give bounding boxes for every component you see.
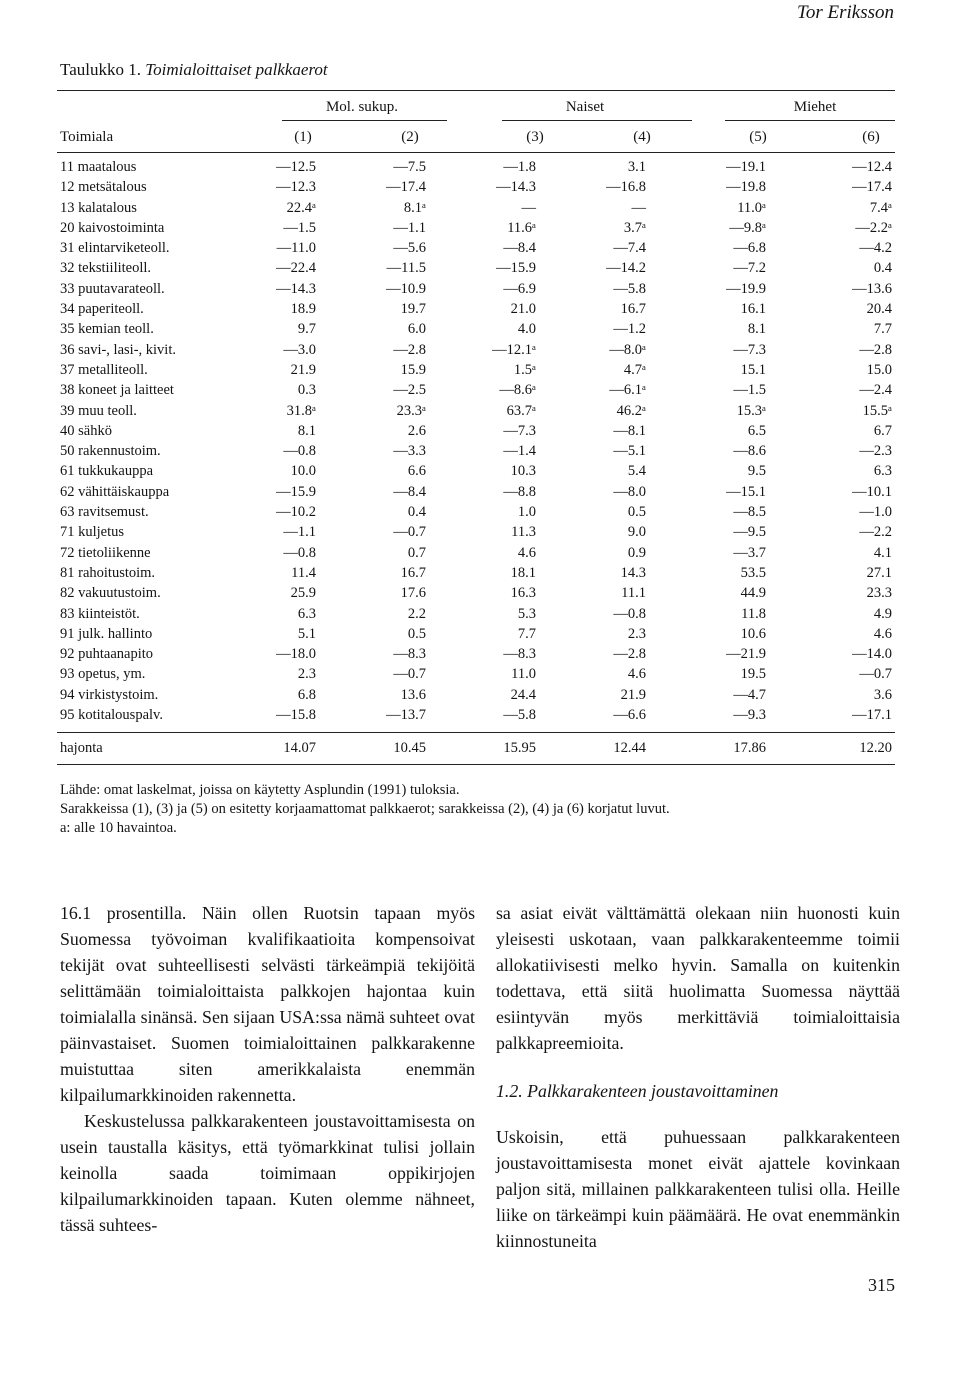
table-cell: —2.8 bbox=[393, 341, 426, 358]
table-cell: —8.3 bbox=[503, 646, 536, 663]
table-cell: 63.7ᵃ bbox=[506, 402, 536, 419]
table-cell: —16.8 bbox=[606, 179, 646, 196]
table-cell: 3.1 bbox=[627, 159, 646, 175]
table-cell: 11.8 bbox=[741, 605, 766, 622]
table-row bbox=[60, 177, 892, 197]
table-cell: 4.9 bbox=[873, 605, 892, 622]
table-cell: —0.8 bbox=[283, 544, 316, 561]
col-header-3: (3) bbox=[526, 129, 544, 145]
table-cell: —8.6ᵃ bbox=[499, 382, 536, 399]
table-cell: 13.6 bbox=[400, 686, 426, 703]
industry-label: 33 puutavarateoll. bbox=[60, 280, 165, 297]
table-cell: —15.9 bbox=[496, 260, 536, 277]
industry-label: 94 virkistystoim. bbox=[60, 686, 159, 703]
col-header-6: (6) bbox=[862, 129, 880, 145]
paragraph: Keskustelussa palkkarakenteen joustavoittamisesta on usein taustalla käsitys, että työmarkkinat tulisi jollain keinolla saada toimimaan oppikirjojen kilpailumarkkinoiden tapaan. Kuten olemme nähneet, tässä suhtees- bbox=[60, 1111, 475, 1235]
table-cell: 4.6 bbox=[627, 666, 646, 683]
table-row bbox=[60, 360, 892, 380]
table-cell: 2.6 bbox=[407, 422, 426, 439]
table-cell: 0.4 bbox=[407, 504, 426, 521]
table-cell: —0.8 bbox=[613, 605, 646, 622]
table-cell: —8.5 bbox=[733, 504, 766, 521]
table-row bbox=[60, 421, 892, 441]
table-cell: 15.5ᵃ bbox=[862, 402, 892, 419]
table-cell: —2.2 bbox=[859, 524, 892, 541]
table-notes bbox=[60, 781, 670, 838]
table-row bbox=[60, 157, 892, 177]
industry-label: 71 kuljetus bbox=[60, 524, 125, 541]
table-cell: 21.9 bbox=[290, 361, 316, 378]
table-cell: —14.3 bbox=[496, 179, 536, 196]
body-right-column bbox=[496, 900, 900, 1254]
table-cell: —17.4 bbox=[852, 179, 892, 196]
table-cell: —2.8 bbox=[613, 646, 646, 663]
summary-value: 15.95 bbox=[503, 740, 536, 756]
industry-label: 32 tekstiiliteoll. bbox=[60, 260, 152, 277]
table-cell: 16.3 bbox=[510, 585, 536, 602]
table-cell: —1.2 bbox=[613, 321, 646, 338]
table-cell: —6.9 bbox=[503, 280, 536, 297]
table-cell: —8.0ᵃ bbox=[609, 341, 646, 358]
table-cell: 11.0 bbox=[511, 666, 536, 683]
table-row bbox=[60, 441, 892, 461]
industry-label: 95 kotitalouspalv. bbox=[60, 707, 163, 724]
table-cell: 44.9 bbox=[740, 585, 766, 602]
table-cell: 8.1 bbox=[747, 321, 766, 338]
summary-value: 12.44 bbox=[613, 740, 646, 756]
table-cell: 15.0 bbox=[866, 361, 892, 378]
table-cell: 11.3 bbox=[511, 524, 536, 541]
paragraph: 16.1 prosentilla. Näin ollen Ruotsin tapaan myös Suomessa työvoiman kvalifikaatioita kompensoivat tekijät ovat suhteellisesti selvästi tärkeämpiä tekijöitä selittämään toimialoittaista palkkojen hajontaa kuin toimialalla sinänsä. Sen sijaan USA:ssa nämä suhteet ovat päinvastaiset. Suomen toimialoittainen palkkarakenne muistuttaa siten amerikkalaista enemmän kilpailumarkkinoiden rakennetta. bbox=[60, 903, 475, 1105]
note-columns: Sarakkeissa (1), (3) ja (5) on esitetty korjaamattomat palkkaerot; sarakkeissa (2), (4) ja (6) korjatut luvut. bbox=[60, 801, 670, 817]
table-row bbox=[60, 502, 892, 522]
col-header-5: (5) bbox=[749, 129, 767, 145]
table-row bbox=[60, 543, 892, 563]
table-cell: —2.4 bbox=[859, 382, 892, 399]
table-cell: —12.4 bbox=[852, 159, 892, 175]
industry-label: 82 vakuutustoim. bbox=[60, 585, 161, 602]
table-cell: 21.9 bbox=[620, 686, 646, 703]
table-cell: —7.3 bbox=[503, 422, 536, 439]
table-cell: 2.3 bbox=[297, 666, 316, 683]
note-source: Lähde: omat laskelmat, joissa on käytetty Asplundin (1991) tuloksia. bbox=[60, 782, 460, 798]
table-cell: 22.4ᵃ bbox=[286, 199, 316, 216]
table-cell: —12.3 bbox=[276, 179, 316, 196]
table-cell: 16.7 bbox=[620, 301, 646, 318]
table-cell: —13.6 bbox=[852, 280, 892, 297]
table-cell: —17.1 bbox=[852, 707, 892, 724]
industry-label: 61 tukkukauppa bbox=[60, 463, 154, 480]
col-header-2: (2) bbox=[401, 129, 419, 145]
table-cell: —14.0 bbox=[852, 646, 892, 663]
table-caption bbox=[60, 60, 328, 80]
table-cell: —0.8 bbox=[283, 443, 316, 460]
table-cell: 6.6 bbox=[407, 463, 426, 480]
paragraph: sa asiat eivät välttämättä olekaan niin huonosti kuin yleisesti uskotaan, vaan palkkarakenteemme toimii allokatiivisesti melko hyvin. Samalla on kuitenkin todettava, että siitä huolimatta Suomessa näyttää esiintyvän myös merkittäviä toimialoittaisia palkkapreemioita. bbox=[496, 903, 900, 1053]
table-row bbox=[60, 258, 892, 278]
table-row bbox=[60, 563, 892, 583]
table-cell: —0.7 bbox=[859, 666, 892, 683]
table-cell: —7.4 bbox=[613, 240, 646, 257]
table-cell: —9.8ᵃ bbox=[729, 219, 766, 236]
table-cell: —2.3 bbox=[859, 443, 892, 460]
table-cell: 15.9 bbox=[400, 361, 426, 378]
table-cell: —14.2 bbox=[606, 260, 646, 277]
table-cell: —9.5 bbox=[733, 524, 766, 541]
table-cell: 8.1ᵃ bbox=[403, 199, 426, 216]
table-cell: 2.2 bbox=[407, 605, 426, 622]
industry-label: 83 kiinteistöt. bbox=[60, 605, 140, 622]
table-cell: —18.0 bbox=[276, 646, 316, 663]
industry-label: 50 rakennustoim. bbox=[60, 443, 161, 460]
table-cell: —19.8 bbox=[726, 179, 766, 196]
table-cell: —5.1 bbox=[613, 443, 646, 460]
table-cell: —21.9 bbox=[726, 646, 766, 663]
table-row bbox=[60, 583, 892, 603]
table-cell: —3.3 bbox=[393, 443, 426, 460]
table-cell: —13.7 bbox=[386, 707, 426, 724]
industry-label: 91 julk. hallinto bbox=[60, 625, 153, 642]
industry-label: 35 kemian teoll. bbox=[60, 321, 154, 338]
table-cell: 7.7 bbox=[517, 625, 536, 642]
table-cell: —5.8 bbox=[503, 707, 536, 724]
table-cell: 18.1 bbox=[510, 564, 536, 581]
table-row bbox=[60, 482, 892, 502]
table-cell: —7.3 bbox=[733, 341, 766, 358]
table-cell: —19.1 bbox=[726, 159, 766, 175]
table-cell: —5.6 bbox=[393, 240, 426, 257]
table-cell: 25.9 bbox=[290, 585, 316, 602]
table-cell: —11.5 bbox=[386, 260, 426, 277]
table-cell: —3.0 bbox=[283, 341, 316, 358]
industry-label: 38 koneet ja laitteet bbox=[60, 382, 174, 399]
table-cell: 0.3 bbox=[297, 382, 316, 399]
table-cell: 3.7ᵃ bbox=[623, 219, 646, 236]
table-cell: — bbox=[521, 199, 536, 216]
summary-rule bbox=[57, 732, 895, 733]
group-rule-mol bbox=[282, 120, 447, 121]
table-cell: 9.7 bbox=[297, 321, 316, 338]
table-cell: 7.7 bbox=[873, 321, 892, 338]
note-footnote: a: alle 10 havaintoa. bbox=[60, 820, 177, 836]
table-cell: —8.8 bbox=[503, 483, 536, 500]
table-cell: —9.3 bbox=[733, 707, 766, 724]
page-number: 315 bbox=[868, 1275, 895, 1295]
table-cell: —10.1 bbox=[852, 483, 892, 500]
table-cell: 18.9 bbox=[290, 301, 316, 318]
table-cell: 8.1 bbox=[297, 422, 316, 439]
summary-label: hajonta bbox=[60, 740, 103, 756]
table-cell: 24.4 bbox=[510, 686, 536, 703]
group-header-mol: Mol. sukup. bbox=[325, 99, 399, 115]
table-cell: —1.0 bbox=[859, 504, 892, 521]
section-heading: 1.2. Palkkarakenteen joustavoittaminen bbox=[496, 1081, 779, 1101]
salary-difference-table bbox=[60, 157, 892, 725]
table-cell: 5.4 bbox=[627, 463, 646, 480]
table-cell: 20.4 bbox=[866, 301, 892, 318]
table-cell: —14.3 bbox=[276, 280, 316, 297]
table-cell: 10.0 bbox=[290, 463, 316, 480]
table-cell: 5.1 bbox=[297, 625, 316, 642]
industry-label: 72 tietoliikenne bbox=[60, 544, 151, 561]
col-header-toimiala: Toimiala bbox=[60, 129, 114, 145]
table-cell: 23.3 bbox=[866, 585, 892, 602]
table-cell: 11.0ᵃ bbox=[737, 199, 766, 216]
table-row bbox=[60, 604, 892, 624]
table-row bbox=[60, 664, 892, 684]
group-header-miehet: Miehet bbox=[793, 99, 837, 115]
table-cell: 7.4ᵃ bbox=[869, 199, 892, 216]
industry-label: 39 muu teoll. bbox=[60, 402, 137, 419]
running-header: Tor Eriksson bbox=[797, 2, 894, 23]
table-cell: 6.0 bbox=[407, 321, 426, 338]
table-cell: 6.5 bbox=[747, 422, 766, 439]
summary-value: 14.07 bbox=[283, 740, 316, 756]
table-cell: 21.0 bbox=[510, 301, 536, 318]
table-cell: 1.5ᵃ bbox=[513, 361, 536, 378]
industry-label: 40 sähkö bbox=[60, 422, 112, 439]
header-bottom-rule bbox=[57, 152, 895, 153]
industry-label: 37 metalliteoll. bbox=[60, 361, 148, 378]
group-rule-naiset bbox=[502, 120, 692, 121]
table-cell: —2.5 bbox=[393, 382, 426, 399]
table-row bbox=[60, 644, 892, 664]
table-cell: —17.4 bbox=[386, 179, 426, 196]
table-cell: 15.1 bbox=[740, 361, 766, 378]
industry-label: 12 metsätalous bbox=[60, 179, 147, 196]
table-cell: —1.4 bbox=[503, 443, 536, 460]
table-row bbox=[60, 461, 892, 481]
industry-label: 93 opetus, ym. bbox=[60, 666, 146, 683]
table-cell: 16.7 bbox=[400, 564, 426, 581]
table-cell: —6.6 bbox=[613, 707, 646, 724]
table-cell: —4.2 bbox=[859, 240, 892, 257]
paragraph: Uskoisin, että puhuessaan palkkarakenteen joustavoittamisesta monet eivät ajattele kovinkaan paljon sitä, millainen palkkarakenteen tulisi olla. Heille liike on tärkeämpi kuin päämäärä. He ovat enemmänkin kiinnostuneita bbox=[496, 1127, 900, 1251]
table-cell: 0.4 bbox=[873, 260, 892, 277]
table-cell: 31.8ᵃ bbox=[286, 402, 316, 419]
table-cell: —8.0 bbox=[613, 483, 646, 500]
industry-label: 81 rahoitustoim. bbox=[60, 564, 156, 581]
table-cell: —22.4 bbox=[276, 260, 316, 277]
table-cell: 0.5 bbox=[407, 625, 426, 642]
table-cell: 4.6 bbox=[517, 544, 536, 561]
summary-value: 17.86 bbox=[733, 740, 766, 756]
table-cell: 53.5 bbox=[740, 564, 766, 581]
table-cell: 10.6 bbox=[740, 625, 766, 642]
table-row bbox=[60, 218, 892, 238]
table-top-rule bbox=[57, 90, 895, 91]
table-cell: —8.6 bbox=[733, 443, 766, 460]
table-cell: 6.3 bbox=[297, 605, 316, 622]
table-cell: —3.7 bbox=[733, 544, 766, 561]
industry-label: 62 vähittäiskauppa bbox=[60, 483, 170, 500]
industry-label: 63 ravitsemust. bbox=[60, 504, 149, 521]
summary-value: 10.45 bbox=[393, 740, 426, 756]
table-cell: —15.9 bbox=[276, 483, 316, 500]
table-cell: 0.7 bbox=[407, 544, 426, 561]
table-cell: 6.3 bbox=[873, 463, 892, 480]
table-row bbox=[60, 522, 892, 542]
table-cell: —2.8 bbox=[859, 341, 892, 358]
table-cell: —1.5 bbox=[733, 382, 766, 399]
table-row bbox=[60, 238, 892, 258]
table-cell: 17.6 bbox=[400, 585, 426, 602]
table-cell: 0.9 bbox=[627, 544, 646, 561]
table-cell: — bbox=[631, 199, 646, 216]
table-cell: —12.1ᵃ bbox=[492, 341, 536, 358]
summary-value: 12.20 bbox=[859, 740, 892, 756]
table-row bbox=[60, 340, 892, 360]
industry-label: 20 kaivostoiminta bbox=[60, 219, 165, 236]
table-cell: —5.8 bbox=[613, 280, 646, 297]
table-row bbox=[60, 279, 892, 299]
table-row bbox=[60, 198, 892, 218]
table-label: Taulukko 1. bbox=[60, 60, 141, 79]
table-cell: 2.3 bbox=[627, 625, 646, 642]
table-cell: —8.4 bbox=[393, 483, 426, 500]
table-title: Toimialoittaiset palkkaerot bbox=[145, 60, 328, 79]
table-cell: —0.7 bbox=[393, 666, 426, 683]
industry-label: 13 kalatalous bbox=[60, 199, 137, 216]
table-cell: —15.8 bbox=[276, 707, 316, 724]
table-bottom-rule bbox=[57, 764, 895, 765]
table-cell: —12.5 bbox=[276, 159, 316, 175]
table-cell: —11.0 bbox=[276, 240, 316, 257]
table-cell: —0.7 bbox=[393, 524, 426, 541]
table-cell: —6.1ᵃ bbox=[609, 382, 646, 399]
table-cell: 4.1 bbox=[873, 544, 892, 561]
table-row bbox=[60, 299, 892, 319]
table-cell: —15.1 bbox=[726, 483, 766, 500]
table-cell: 9.0 bbox=[627, 524, 646, 541]
table-cell: 23.3ᵃ bbox=[396, 402, 426, 419]
table-cell: —2.2ᵃ bbox=[855, 219, 892, 236]
table-cell: 4.7ᵃ bbox=[623, 361, 646, 378]
industry-label: 34 paperiteoll. bbox=[60, 301, 144, 318]
table-cell: 3.6 bbox=[873, 686, 892, 703]
table-cell: 6.8 bbox=[297, 686, 316, 703]
industry-label: 36 savi-, lasi-, kivit. bbox=[60, 341, 176, 358]
table-row bbox=[60, 705, 892, 725]
table-row bbox=[60, 624, 892, 644]
table-cell: 11.4 bbox=[291, 564, 316, 581]
industry-label: 92 puhtaanapito bbox=[60, 646, 154, 663]
table-cell: 19.5 bbox=[740, 666, 766, 683]
table-row bbox=[60, 319, 892, 339]
table-cell: 27.1 bbox=[866, 564, 892, 581]
table-cell: —6.8 bbox=[733, 240, 766, 257]
table-cell: 46.2ᵃ bbox=[616, 402, 646, 419]
table-cell: 4.6 bbox=[873, 625, 892, 642]
table-cell: 9.5 bbox=[747, 463, 766, 480]
table-row bbox=[60, 380, 892, 400]
table-cell: 0.5 bbox=[627, 504, 646, 521]
table-cell: 19.7 bbox=[400, 301, 426, 318]
industry-label: 31 elintarviketeoll. bbox=[60, 240, 170, 257]
table-cell: —4.7 bbox=[733, 686, 766, 703]
table-cell: —19.9 bbox=[726, 280, 766, 297]
table-cell: —8.3 bbox=[393, 646, 426, 663]
table-cell: —7.5 bbox=[393, 159, 426, 175]
table-cell: —10.9 bbox=[386, 280, 426, 297]
table-cell: —1.1 bbox=[393, 219, 426, 236]
table-cell: 4.0 bbox=[517, 321, 536, 338]
summary-table bbox=[60, 738, 892, 758]
table-cell: 16.1 bbox=[740, 301, 766, 318]
col-header-1: (1) bbox=[294, 129, 312, 145]
table-row bbox=[60, 401, 892, 421]
table-cell: —8.1 bbox=[613, 422, 646, 439]
table-cell: —1.1 bbox=[283, 524, 316, 541]
table-cell: 6.7 bbox=[873, 422, 892, 439]
table-cell: —1.8 bbox=[503, 159, 536, 175]
group-header-naiset: Naiset bbox=[565, 99, 605, 115]
table-cell: —7.2 bbox=[733, 260, 766, 277]
table-cell: 11.6ᵃ bbox=[507, 219, 536, 236]
table-cell: 5.3 bbox=[517, 605, 536, 622]
table-cell: —10.2 bbox=[276, 504, 316, 521]
table-cell: 14.3 bbox=[620, 564, 646, 581]
table-cell: —1.5 bbox=[283, 219, 316, 236]
table-cell: 15.3ᵃ bbox=[736, 402, 766, 419]
body-left-column bbox=[60, 900, 475, 1238]
summary-row bbox=[60, 738, 892, 758]
table-cell: 10.3 bbox=[510, 463, 536, 480]
industry-label: 11 maatalous bbox=[60, 159, 137, 175]
group-rule-miehet bbox=[725, 120, 895, 121]
table-cell: 1.0 bbox=[517, 504, 536, 521]
table-cell: —8.4 bbox=[503, 240, 536, 257]
col-header-4: (4) bbox=[633, 129, 651, 145]
table-cell: 11.1 bbox=[621, 585, 646, 602]
table-row bbox=[60, 685, 892, 705]
